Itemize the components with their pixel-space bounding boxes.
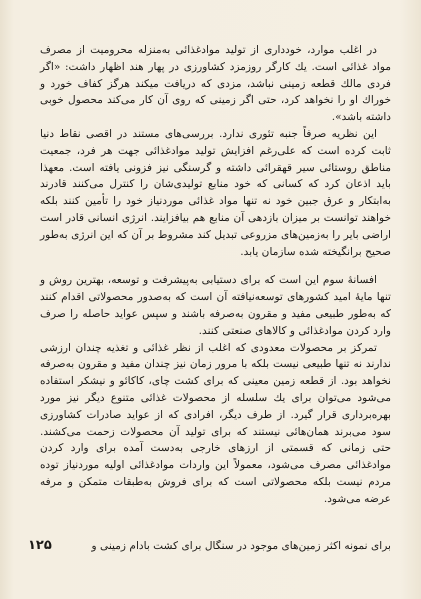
paragraph-3: افسانهٔ سوم این است كه برای دستیابی به‌پیشرفت و توسعه، بهترین روش و تنها مایهٔ امید كشورهای توسعه‌نیافته آن است كه به‌صدور محصولاتی اقدام كنند كه به‌طور طبیعی مفید و مقرون به‌صرفه باشند و سپس عواید حاصله را صرف وارد كردن موادغذائی و كالاهای صنعتی كنند. [40, 274, 391, 337]
continuation-line: برای نمونه اكثر زمین‌های موجود در سنگال برای كشت بادام زمینی و [91, 540, 391, 552]
body-text [40, 42, 391, 508]
paragraph-4: تمركز بر محصولات معدودی كه اغلب از نظر غذائی و تغذیه چندان ارزشی ندارند نه تنها طبیعی نیست بلكه با مرور زمان نیز چندان مفید و مقرون به‌صرفه نخواهد بود. از قطعه زمین معینی كه برای كشت چای، كاكائو و نیشكر استفاده می‌شود می‌توان برای یك سلسله از محصولات غذائی متنوع دیگر نیز مورد بهره‌برداری قرار گیرد. از طرف دیگر، افرادی كه از عواید صادرات كشاورزی سود می‌برند همان‌هائی نیستند كه برای تولید آن محصولات زحمت می‌كشند. حتی زمانی كه قسمتی از ارزهای خارجی به‌دست آمده برای وارد كردن موادغذائی مصرف می‌شود، معمولاً این واردات موادغذائی اولیه موردنیاز توده مردم نیست بلكه محصولاتی است كه برای فروش به‌طبقات متمكن و مرفه عرضه می‌شود. [40, 341, 391, 505]
paragraph-1: در اغلب موارد، خودداری از تولید موادغذائی به‌منزله محرومیت از مصرف مواد غذائی است. یك كارگر روزمزد كشاورزی در پهار هند اظهار داشت: «اگر فردی مالك قطعه زمینی نباشد، مزدی كه دریافت میكند هرگز كفاف خورد و خوراك او را نخواهد كرد، حتی اگر زمینی كه روی آن كار می‌كند محصول خوبی داشته باشد». [40, 44, 391, 124]
paragraph-2: این نظریه صرفاً جنبه تئوری ندارد. بررسی‌های مستند در اقصی نقاط دنیا ثابت كرده است كه علی‌رغم افزایش تولید موادغذائی جهت هر فرد، جمعیت مناطق روستائی سیر قهقرائی داشته و گرسنگی نیز فزونی یافته است. معهذا باید اذعان كرد كه كسانی كه خود منابع تولیدی‌شان را كنترل می‌كنند قادرند به‌ابتكار و عرق جبین خود نه تنها مواد غذائی موردنیاز خود را تأمین كنند بلكه خواهند توانست بر میزان بازدهی آن منابع هم بیافزایند. انرژی انسانی قادر است اراضی بایر را به‌زمین‌های مزروعی تبدیل كند مشروط بر آن كه این انرژی به‌طور صحیح برانگیخته شده سازمان یابد. [40, 127, 391, 258]
page-footer [28, 538, 391, 560]
page-number: ۱۲۵ [28, 538, 52, 553]
